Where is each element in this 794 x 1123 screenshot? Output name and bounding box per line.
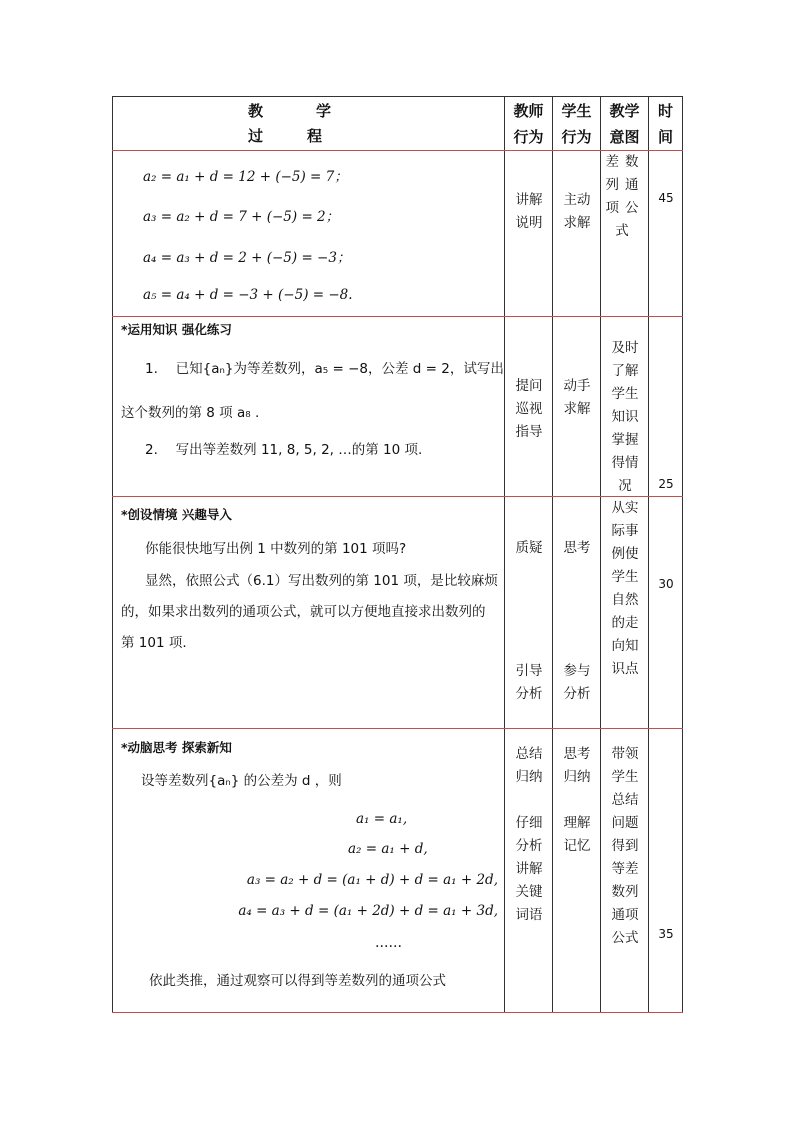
teacher-action-4a: 总结归纳 xyxy=(515,746,543,785)
section-title-explore: *动脑思考 探索新知 xyxy=(121,740,232,755)
practice-item-2: 2. 写出等差数列 11, 8, 5, 2, …的第 10 项. xyxy=(145,442,423,458)
teacher-cell-3 xyxy=(505,497,553,729)
teacher-cell-1 xyxy=(505,151,553,317)
section-title-scenario: *创设情境 兴趣导入 xyxy=(121,507,232,522)
explore-eq-a2: a₂ = a₁ + d, xyxy=(348,841,428,857)
header-process-char-2: 学 xyxy=(316,102,332,120)
teacher-action-3a: 质疑 xyxy=(515,540,543,556)
student-action-3a: 思考 xyxy=(563,540,591,556)
header-intent: 教学意图 xyxy=(601,97,649,151)
intent-text-3: 从实际事例使学生自然的走向知识点 xyxy=(611,500,639,677)
header-process-char-3: 过 xyxy=(248,127,264,145)
section-title-practice: *运用知识 强化练习 xyxy=(121,322,232,337)
header-teacher: 教师行为 xyxy=(505,97,553,151)
explore-conclusion: 依此类推，通过观察可以得到等差数列的通项公式 xyxy=(149,973,446,989)
process-cell-3 xyxy=(113,497,505,729)
process-cell-4 xyxy=(113,729,505,1013)
header-process xyxy=(113,97,505,151)
time-value-1: 45 xyxy=(658,191,674,205)
teacher-action-1: 讲解说明 xyxy=(515,192,543,231)
student-action-4a: 思考归纳 xyxy=(563,746,591,785)
intent-text-4: 带领学生总结问题得到等差数列通项公式 xyxy=(611,746,639,946)
teacher-action-4b: 仔细分析讲解关键词语 xyxy=(515,815,543,923)
process-cell-2 xyxy=(113,317,505,497)
student-action-2: 动手求解 xyxy=(563,378,591,417)
scenario-paragraph-line-1: 显然，依照公式（6.1）写出数列的第 101 项，是比较麻烦 xyxy=(145,573,498,589)
student-cell-2 xyxy=(553,317,601,497)
student-cell-3 xyxy=(553,497,601,729)
explore-eq-a4: a₄ = a₃ + d = (a₁ + 2d) + d = a₁ + 3d, xyxy=(238,903,498,919)
time-value-2: 25 xyxy=(658,477,674,491)
intent-text-2: 及时了解学生知识掌握得情况 xyxy=(611,340,639,494)
row-scenario xyxy=(113,497,683,729)
time-cell-3 xyxy=(649,497,683,729)
row-recursion-examples xyxy=(113,151,683,317)
header-row xyxy=(113,97,683,151)
time-value-3: 30 xyxy=(658,577,674,591)
scenario-paragraph-line-3: 第 101 项. xyxy=(121,635,187,651)
teacher-action-3b: 引导分析 xyxy=(515,663,543,702)
equation-a2: a₂ = a₁ + d = 12 + (−5) = 7； xyxy=(143,169,348,185)
student-cell-1 xyxy=(553,151,601,317)
scenario-question: 你能很快地写出例 1 中数列的第 101 项吗? xyxy=(145,541,407,557)
intent-cell-3 xyxy=(601,497,649,729)
student-cell-4 xyxy=(553,729,601,1013)
intent-cell-1 xyxy=(601,151,649,317)
scenario-paragraph-line-2: 的，如果求出数列的通项公式，就可以方便地直接求出数列的 xyxy=(121,604,486,620)
teacher-action-2: 提问巡视指导 xyxy=(515,378,543,440)
row-explore xyxy=(113,729,683,1013)
time-cell-4 xyxy=(649,729,683,1013)
teacher-cell-4 xyxy=(505,729,553,1013)
time-value-4: 35 xyxy=(658,927,674,941)
equation-a5: a₅ = a₄ + d = −3 + (−5) = −8. xyxy=(143,287,353,303)
student-action-4b: 理解记忆 xyxy=(563,815,591,854)
intent-text-1: 差数列通项公式 xyxy=(605,154,645,239)
time-cell-1 xyxy=(649,151,683,317)
explore-eq-a1: a₁ = a₁, xyxy=(356,811,408,827)
header-student: 学生行为 xyxy=(553,97,601,151)
header-process-char-4: 程 xyxy=(307,127,323,145)
header-time: 时间 xyxy=(649,97,683,151)
intent-cell-2 xyxy=(601,317,649,497)
intent-cell-4 xyxy=(601,729,649,1013)
equation-a4: a₄ = a₃ + d = 2 + (−5) = −3； xyxy=(143,250,351,266)
explore-eq-a3: a₃ = a₂ + d = (a₁ + d) + d = a₁ + 2d, xyxy=(246,872,498,888)
explore-eq-ellipsis: …… xyxy=(375,935,402,951)
lesson-plan-table xyxy=(112,96,683,1013)
equation-a3: a₃ = a₂ + d = 7 + (−5) = 2； xyxy=(143,209,340,225)
explore-intro: 设等差数列{aₙ} 的公差为 d ，则 xyxy=(141,773,342,789)
row-practice xyxy=(113,317,683,497)
header-process-char-1: 教 xyxy=(248,102,264,120)
practice-item-1: 1. 已知{aₙ}为等差数列，a₅ = −8，公差 d = 2，试写出 xyxy=(145,361,504,377)
student-action-3b: 参与分析 xyxy=(563,663,591,702)
teacher-cell-2 xyxy=(505,317,553,497)
process-cell-1 xyxy=(113,151,505,317)
practice-item-1-cont: 这个数列的第 8 项 a₈ . xyxy=(121,405,260,421)
time-cell-2 xyxy=(649,317,683,497)
student-action-1: 主动求解 xyxy=(563,192,591,231)
